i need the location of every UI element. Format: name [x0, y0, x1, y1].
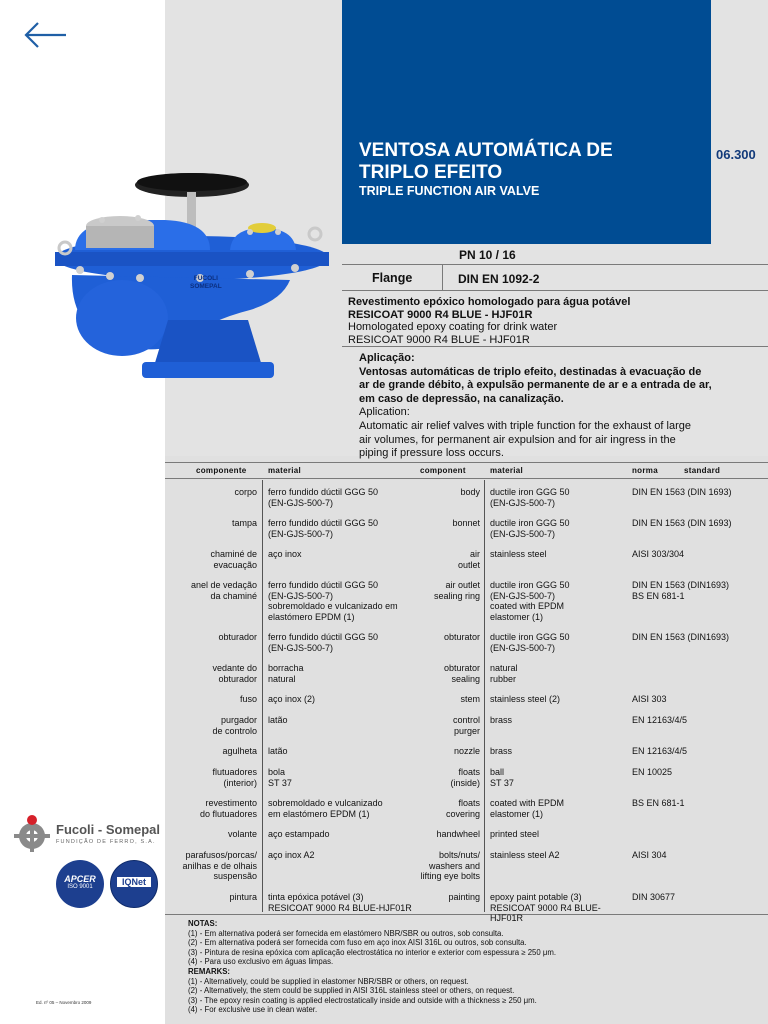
coating-line-1: Revestimento epóxico homologado para água potável: [348, 296, 631, 308]
brand-tagline: FUNDIÇÃO DE FERRO, S.A.: [56, 839, 156, 845]
table-cell-en: air outlet: [457, 549, 480, 570]
table-cell-pt: purgador de controlo: [212, 715, 257, 736]
table-cell-std: DIN EN 1563 (DIN 1693): [632, 487, 732, 497]
title-line-2: TRIPLO EFEITO: [359, 162, 503, 183]
divider: [342, 346, 768, 347]
table-cell-en: obturator sealing: [443, 663, 480, 684]
valve-cast-label-2: SOMEPAL: [190, 283, 222, 290]
iqnet-label: IQNet: [117, 877, 151, 887]
table-cell-mat-pt: ferro fundido dúctil GGG 50 (EN-GJS-500-7): [268, 487, 379, 508]
column-divider: [262, 480, 263, 912]
flange-label: Flange: [372, 271, 413, 285]
divider: [342, 264, 768, 265]
note-pt-3: (3) - Pintura de resina epóxica com aplicação electrostática no interior e exterior com espessura ≥ 250 μm.: [188, 947, 557, 957]
col-header-component: component: [420, 466, 466, 475]
table-cell-en: control purger: [452, 715, 480, 736]
table-cell-en: nozzle: [453, 746, 480, 756]
table-cell-pt: chaminé de evacuação: [210, 549, 257, 570]
table-cell-mat-pt: ferro fundido dúctil GGG 50 (EN-GJS-500-7): [268, 632, 379, 653]
table-cell-mat-en: natural rubber: [490, 663, 518, 684]
table-cell-mat-en: coated with EPDM elastomer (1): [490, 798, 565, 819]
note-en-3: (3) - The epoxy resin coating is applied electrostatically inside and outside with a thickness ≥ 250 μm.: [188, 995, 537, 1005]
table-cell-std: DIN EN 1563 (DIN1693): [632, 632, 730, 642]
note-en-1: (1) - Alternatively, could be supplied in elastomer NBR/SBR or others, on request.: [188, 976, 469, 986]
table-cell-pt: anel de vedação da chaminé: [190, 580, 257, 601]
table-cell-std: AISI 303: [632, 694, 667, 704]
application-en-3: piping if pressure loss occurs.: [359, 447, 504, 460]
product-code: 06.300: [716, 147, 756, 162]
table-cell-mat-pt: aço inox (2): [268, 694, 316, 704]
note-en-2: (2) - Alternatively, the stem could be supplied in AISI 316L stainless steel or others, on request.: [188, 986, 515, 996]
note-pt-4: (4) - Para uso exclusivo em águas limpas.: [188, 957, 334, 967]
application-en-1: Automatic air relief valves with triple function for the exhaust of large: [359, 419, 691, 432]
valve-illustration: [50, 170, 335, 385]
table-cell-en: floats covering: [445, 798, 480, 819]
table-cell-std: AISI 303/304: [632, 549, 685, 559]
table-cell-mat-en: ductile iron GGG 50 (EN-GJS-500-7): [490, 487, 570, 508]
col-header-componente: componente: [196, 466, 247, 475]
brand-name: Fucoli - Somepal: [56, 822, 161, 837]
divider: [442, 264, 443, 290]
application-pt-2: ar de grande débito, à expulsão permanente de ar e a entrada de ar,: [359, 379, 712, 392]
application-label-pt: Aplicação:: [359, 352, 415, 364]
table-cell-en: painting: [448, 892, 480, 902]
apcer-seal: [56, 860, 104, 908]
table-cell-std: EN 10025: [632, 767, 673, 777]
table-cell-en: bonnet: [452, 518, 480, 528]
table-cell-pt: revestimento do flutuadores: [199, 798, 257, 819]
divider: [165, 462, 768, 463]
valve-cast-label-1: FUCOLI: [193, 275, 218, 282]
column-divider: [484, 480, 485, 912]
table-cell-pt: vedante do obturador: [212, 663, 257, 684]
table-cell-mat-pt: borracha natural: [268, 663, 304, 684]
pressure-rating: PN 10 / 16: [459, 248, 516, 262]
product-title-pt: [359, 140, 704, 184]
table-cell-pt: flutuadores (interior): [212, 767, 257, 788]
coating-line-3: Homologated epoxy coating for drink water: [348, 321, 558, 333]
note-pt-1: (1) - Em alternativa poderá ser fornecida em elastómero NBR/SBR ou outros, sob consulta.: [188, 928, 504, 938]
table-cell-pt: agulheta: [222, 746, 257, 756]
table-cell-mat-pt: latão: [268, 715, 288, 725]
table-cell-en: handwheel: [436, 829, 480, 839]
application-label-en: Aplication:: [359, 406, 410, 419]
certification-seals: [56, 860, 160, 908]
table-cell-mat-pt: bola ST 37: [268, 767, 292, 788]
iqnet-seal: [110, 860, 158, 908]
table-cell-std: AISI 304: [632, 850, 667, 860]
table-cell-mat-en: printed steel: [490, 829, 540, 839]
remarks-title: REMARKS:: [188, 966, 231, 976]
coating-line-2: RESICOAT 9000 R4 BLUE - HJF01R: [348, 308, 533, 321]
table-cell-mat-pt: ferro fundido dúctil GGG 50 (EN-GJS-500-7): [268, 518, 379, 539]
table-cell-pt: fuso: [239, 694, 257, 704]
table-cell-std: DIN EN 1563 (DIN1693) BS EN 681-1: [632, 580, 730, 601]
table-cell-mat-en: ductile iron GGG 50 (EN-GJS-500-7): [490, 518, 570, 539]
title-line-1: VENTOSA AUTOMÁTICA DE: [359, 140, 613, 161]
coating-info: [348, 296, 758, 346]
table-cell-en: bolts/nuts/ washers and lifting eye bolts: [420, 850, 480, 882]
table-cell-en: air outlet sealing ring: [433, 580, 480, 601]
title-block: [342, 0, 711, 244]
col-header-material-pt: material: [268, 466, 302, 475]
table-cell-mat-en: epoxy paint potable (3) RESICOAT 9000 R4 BLUE-HJF01R: [490, 892, 601, 924]
notes-title: NOTAS:: [188, 919, 218, 928]
divider: [165, 914, 768, 915]
table-cell-en: stem: [460, 694, 480, 704]
apcer-iso: ISO 9001: [67, 884, 93, 890]
table-cell-mat-pt: ferro fundido dúctil GGG 50 (EN-GJS-500-7) sobremoldado e vulcanizado em elastómero EPDM (1): [268, 580, 398, 622]
divider: [342, 290, 768, 291]
table-cell-mat-en: ball ST 37: [490, 767, 514, 788]
table-cell-mat-en: stainless steel (2): [490, 694, 561, 704]
col-header-norma: norma: [632, 466, 658, 475]
flange-value: DIN EN 1092-2: [458, 272, 540, 286]
company-logo: [14, 808, 164, 856]
table-cell-mat-en: brass: [490, 746, 513, 756]
note-en-4: (4) - For exclusive use in clean water.: [188, 1005, 318, 1015]
table-cell-pt: volante: [227, 829, 257, 839]
table-cell-std: EN 12163/4/5: [632, 715, 688, 725]
table-cell-pt: corpo: [234, 487, 257, 497]
table-cell-mat-pt: aço inox A2: [268, 850, 315, 860]
application-pt-1: Ventosas automáticas de triplo efeito, destinadas à evacuação de: [359, 365, 702, 378]
table-cell-mat-en: brass: [490, 715, 513, 725]
table-cell-std: DIN 30677: [632, 892, 676, 902]
col-header-material-en: material: [490, 466, 524, 475]
table-cell-mat-en: ductile iron GGG 50 (EN-GJS-500-7) coated with EPDM elastomer (1): [490, 580, 570, 622]
edition-note: Ed. nº 05 – Novembro 2009: [36, 1000, 92, 1005]
table-cell-pt: pintura: [229, 892, 257, 902]
divider: [165, 478, 768, 479]
coating-line-4: RESICOAT 9000 R4 BLUE - HJF01R: [348, 333, 530, 346]
table-cell-mat-en: stainless steel A2: [490, 850, 560, 860]
table-cell-en: floats (inside): [450, 767, 480, 788]
table-cell-en: body: [460, 487, 480, 497]
notes: [188, 919, 758, 1015]
application-en-2: air volumes, for permanent air expulsion and for air ingress in the: [359, 433, 676, 446]
table-cell-std: BS EN 681-1: [632, 798, 685, 808]
table-cell-pt: tampa: [231, 518, 257, 528]
table-cell-mat-en: stainless steel: [490, 549, 547, 559]
table-cell-std: EN 12163/4/5: [632, 746, 688, 756]
table-cell-en: obturator: [443, 632, 480, 642]
back-arrow-icon[interactable]: [20, 18, 70, 52]
product-title-en: TRIPLE FUNCTION AIR VALVE: [359, 184, 540, 198]
table-cell-mat-pt: latão: [268, 746, 288, 756]
table-cell-mat-pt: sobremoldado e vulcanizado em elastómero EPDM (1): [268, 798, 383, 819]
table-cell-mat-pt: aço estampado: [268, 829, 330, 839]
application-text: [359, 352, 719, 461]
application-pt-3: em caso de depressão, na canalização.: [359, 392, 564, 405]
col-header-standard: standard: [684, 466, 721, 475]
apcer-label: APCER: [64, 874, 96, 884]
table-cell-pt: parafusos/porcas/ anilhas e de olhais suspensão: [182, 850, 257, 882]
note-pt-2: (2) - Em alternativa poderá ser fornecida com fuso em aço inox AISI 316L ou outros, sob consulta.: [188, 938, 527, 948]
table-cell-mat-en: ductile iron GGG 50 (EN-GJS-500-7): [490, 632, 570, 653]
table-cell-pt: obturador: [218, 632, 257, 642]
table-cell-mat-pt: tinta epóxica potável (3) RESICOAT 9000 R4 BLUE-HJF01R: [268, 892, 412, 913]
table-cell-std: DIN EN 1563 (DIN 1693): [632, 518, 732, 528]
table-cell-mat-pt: aço inox: [268, 549, 302, 559]
